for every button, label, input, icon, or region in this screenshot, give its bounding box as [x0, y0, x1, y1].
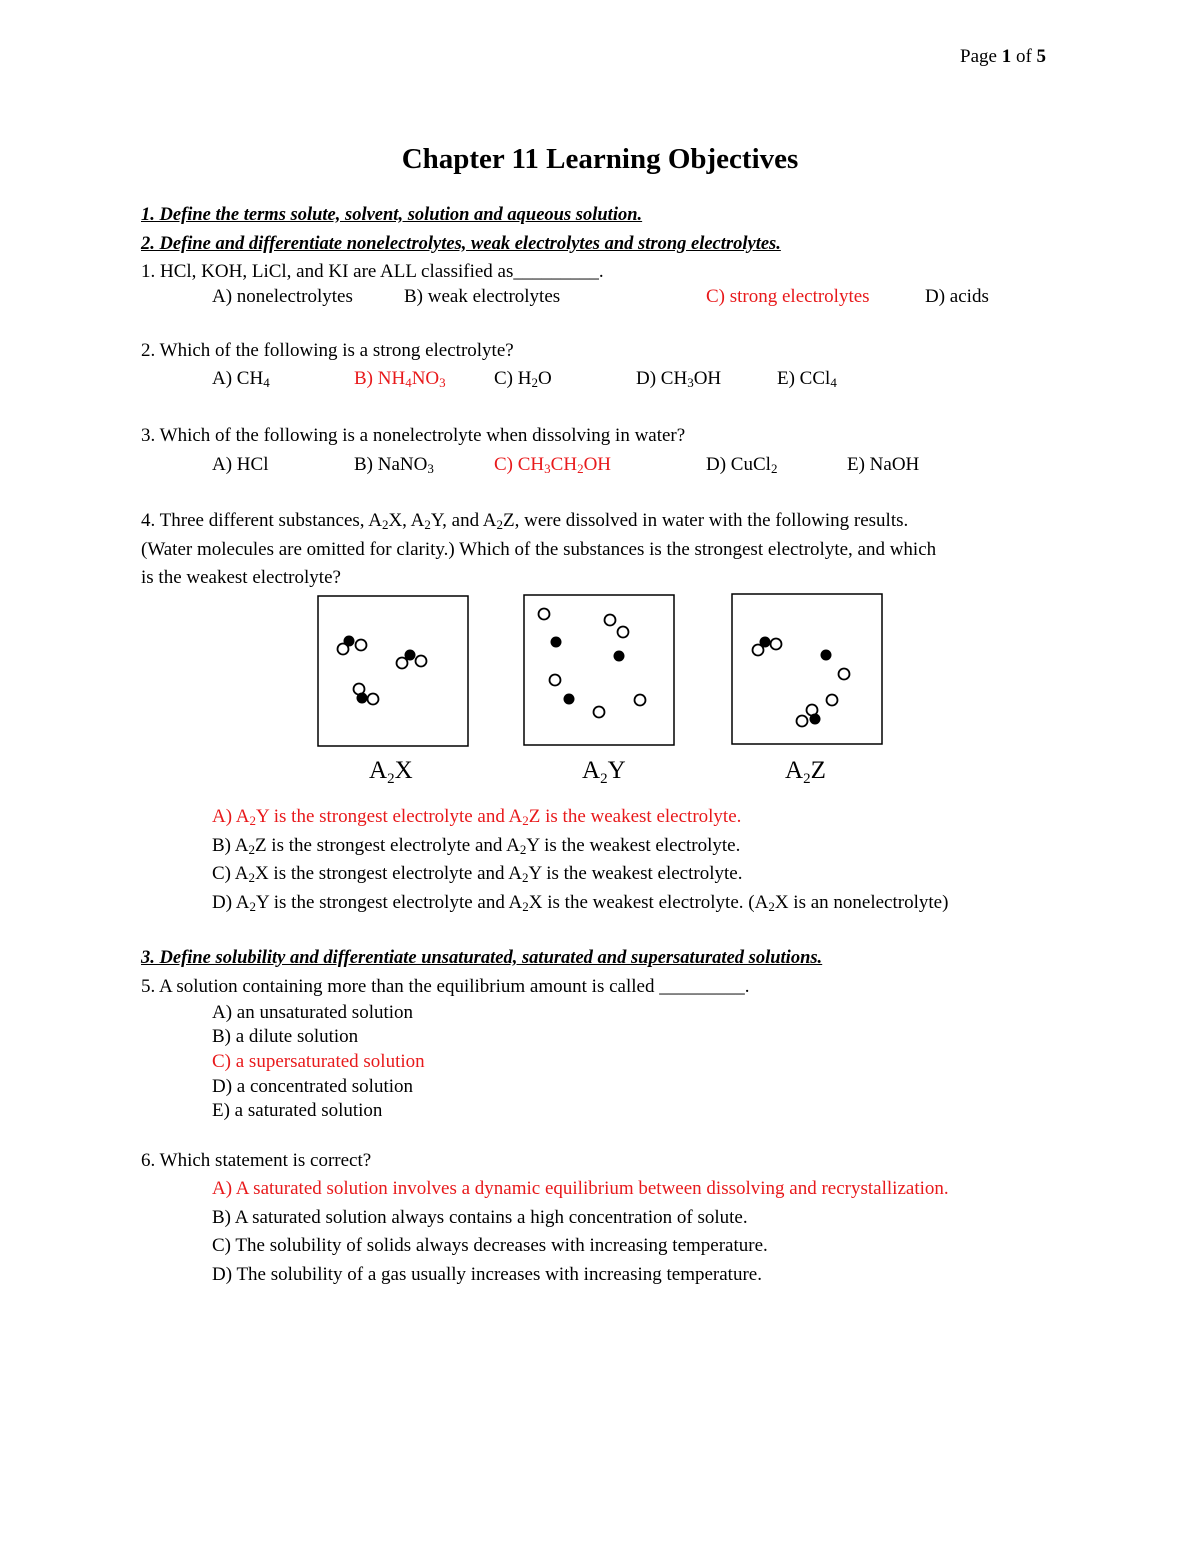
particle-open [618, 627, 629, 638]
q5-option-d: D) a concentrated solution [212, 1076, 414, 1097]
q3-option-b: B) NaNO$_3$ [354, 454, 434, 476]
question-2-stem: 2. Which of the following is a strong electrolyte? [141, 340, 514, 361]
particle-open [827, 695, 838, 706]
particle-open [539, 609, 550, 620]
q2-option-b-answer: B) $NH_4NO_3$ [354, 368, 446, 390]
diagram-label-a2x: $A_2X$ [369, 757, 413, 787]
particle-open [605, 615, 616, 626]
particle-solid [810, 714, 821, 725]
q6-option-c: C) The solubility of solids always decreases with increasing temperature. [212, 1235, 768, 1256]
question-5-stem: 5. A solution containing more than the equilibrium amount is called _________. [141, 976, 750, 997]
particle-open [550, 675, 561, 686]
q4-option-b: B) $A_2Z$ is the strongest electrolyte and $A_2Y$ is the weakest electrolyte. [212, 835, 741, 857]
particle-solid [344, 636, 355, 647]
particle-open [416, 656, 427, 667]
objective-2: 2. Define and differentiate nonelectrolytes, weak electrolytes and strong electrolytes. [141, 234, 781, 254]
question-4-stem-line-2: (Water molecules are omitted for clarity.) Which of the substances is the strongest electrolyte, and which [141, 539, 937, 560]
q5-option-e: E) a saturated solution [212, 1100, 383, 1121]
q3-option-e: E) NaOH [847, 454, 920, 475]
q5-option-b: B) a dilute solution [212, 1026, 359, 1047]
page-title: Chapter 11 Learning Objectives [401, 143, 799, 175]
question-4-stem-line-3: is the weakest electrolyte? [141, 567, 341, 588]
particle-solid [357, 693, 368, 704]
q6-option-d: D) The solubility of a gas usually increases with increasing temperature. [212, 1264, 762, 1285]
particle-open [797, 716, 808, 727]
diagram-a2y [523, 594, 675, 746]
q5-option-c-answer: C) a supersaturated solution [212, 1051, 425, 1072]
q1-option-a: A) nonelectrolytes [212, 286, 353, 307]
q2-option-e: E) CCl$_4$ [777, 368, 837, 390]
particle-solid [551, 637, 562, 648]
q2-option-c: C) $H_2O$ [494, 368, 552, 390]
page-number: Page 1 of 5 [960, 46, 1047, 67]
q3-option-c-answer: C) $CH_3CH_2OH$ [494, 454, 612, 476]
diagram-a2z [731, 593, 883, 745]
particle-solid [405, 650, 416, 661]
q4-option-a-answer: A) $A_2Y$ is the strongest electrolyte and $A_2Z$ is the weakest electrolyte. [212, 806, 742, 828]
particle-open [594, 707, 605, 718]
particle-solid [564, 694, 575, 705]
question-4-stem-line-1: 4. Three different substances, $A_2X$, $A_2Y$, and $A_2Z$, were dissolved in water with the following results. [141, 510, 909, 532]
q1-option-c-answer: C) strong electrolytes [706, 286, 870, 307]
particle-solid [821, 650, 832, 661]
q2-option-d: D) $CH_3OH$ [636, 368, 722, 390]
objective-3: 3. Define solubility and differentiate unsaturated, saturated and supersaturated solutions. [141, 948, 823, 968]
q1-option-b: B) weak electrolytes [404, 286, 561, 307]
diagram-label-a2y: $A_2Y$ [582, 757, 626, 787]
diagram-label-a2z: $A_2Z$ [785, 757, 826, 787]
q2-option-a: A) $CH_4$ [212, 368, 270, 390]
particle-solid [614, 651, 625, 662]
q1-option-d: D) acids [925, 286, 989, 307]
q3-option-d: D) CuCl$_2$ [706, 454, 778, 476]
question-1-stem: 1. HCl, KOH, LiCl, and KI are ALL classified as_________. [141, 261, 604, 282]
particle-open [839, 669, 850, 680]
q3-option-a: A) HCl [212, 454, 269, 475]
q6-option-b: B) A saturated solution always contains a high concentration of solute. [212, 1207, 748, 1228]
q4-option-c: C) $A_2X$ is the strongest electrolyte and $A_2Y$ is the weakest electrolyte. [212, 863, 743, 885]
q5-option-a: A) an unsaturated solution [212, 1002, 414, 1023]
question-6-stem: 6. Which statement is correct? [141, 1150, 372, 1171]
particle-open [771, 639, 782, 650]
q4-option-d: D) $A_2Y$ is the strongest electrolyte and $A_2X$ is the weakest electrolyte. ($A_2X$ is an nonelectrolyte) [212, 892, 949, 914]
question-3-stem: 3. Which of the following is a nonelectrolyte when dissolving in water? [141, 425, 686, 446]
particle-solid [760, 637, 771, 648]
particle-open [635, 695, 646, 706]
objective-1: 1. Define the terms solute, solvent, solution and aqueous solution. [141, 205, 643, 225]
diagram-a2x [317, 595, 469, 747]
q6-option-a-answer: A) A saturated solution involves a dynamic equilibrium between dissolving and recrystallization. [212, 1178, 949, 1199]
particle-open [397, 658, 408, 669]
particle-open [356, 640, 367, 651]
particle-open [368, 694, 379, 705]
